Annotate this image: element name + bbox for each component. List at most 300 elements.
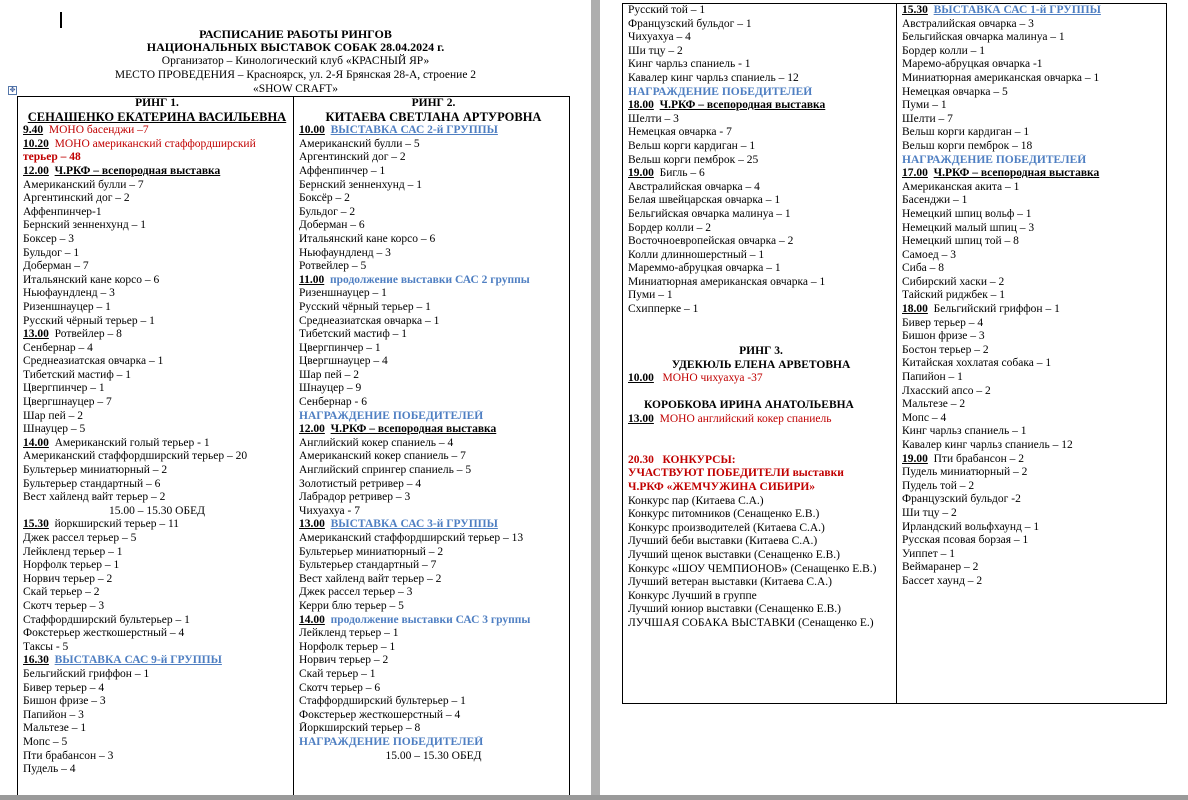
- schedule-line: [299, 464, 568, 478]
- schedule-line: [23, 614, 291, 628]
- table-move-handle-icon[interactable]: ✥: [9, 86, 16, 94]
- line-text: Чихуахуа - 7: [299, 504, 360, 517]
- schedule-line: [628, 303, 894, 317]
- schedule-line: [23, 179, 291, 193]
- line-text: Ч.РКФ – всепородная выставка: [330, 423, 497, 436]
- doc-subtitle: НАЦИОНАЛЬНЫХ ВЫСТАВОК СОБАК 28.04.2024 г.: [146, 40, 445, 54]
- time-label: 9.40: [23, 124, 44, 137]
- schedule-line: [23, 355, 291, 369]
- schedule-line: [628, 289, 894, 303]
- line-text: Мальтезе – 1: [23, 722, 87, 735]
- line-text: Бордер колли – 2: [628, 221, 712, 234]
- line-text: Сенбернар - 6: [299, 396, 367, 409]
- contests-title: КОНКУРСЫ:: [662, 453, 736, 466]
- schedule-line: [902, 453, 1165, 467]
- schedule-line: [23, 301, 291, 315]
- line-text: Шар пей – 2: [23, 409, 83, 422]
- schedule-line: [628, 167, 894, 181]
- time-label: 15.30: [23, 518, 49, 531]
- line-text: Стаффордширский бультерьер – 1: [23, 613, 190, 626]
- line-text: Сибирский хаски – 2: [902, 275, 1005, 288]
- schedule-line: [628, 262, 894, 276]
- line-text: Цвергшнауцер – 4: [299, 355, 388, 368]
- schedule-line: [902, 398, 1165, 412]
- line-text: Вельш корги кардиган – 1: [628, 139, 756, 152]
- schedule-line: [902, 249, 1165, 263]
- schedule-line: [628, 4, 894, 18]
- line-text: Скай терьер – 2: [23, 586, 100, 599]
- line-text: Аргентинский дог – 2: [299, 151, 406, 164]
- schedule-line: [902, 208, 1165, 222]
- line-text: Скотч терьер – 3: [23, 599, 105, 612]
- line-text: Бультерьер стандартный – 6: [23, 477, 161, 490]
- line-text: Бордер колли – 1: [902, 44, 986, 57]
- line-text: Аргентинский дог – 2: [23, 192, 130, 205]
- schedule-line: [902, 371, 1165, 385]
- ring1-cont-column: [896, 4, 1167, 703]
- time-label: 18.00: [628, 99, 654, 112]
- schedule-line: [628, 276, 894, 290]
- contest-item: Лучший ветеран выставки (Китаева С.А.): [628, 576, 832, 589]
- schedule-line: [628, 99, 894, 113]
- line-text: Миниатюрная американская овчарка – 1: [902, 71, 1100, 84]
- time-label: 13.00: [299, 518, 325, 531]
- line-text: терьер – 48: [23, 151, 81, 164]
- schedule-line: [23, 233, 291, 247]
- line-text: НАГРАЖДЕНИЕ ПОБЕДИТЕЛЕЙ: [628, 85, 813, 98]
- line-text: Джек рассел терьер – 5: [23, 532, 137, 544]
- contests-sub1: УЧАСТВУЮТ ПОБЕДИТЕЛИ выставки: [628, 467, 844, 480]
- schedule-line: [299, 287, 568, 301]
- line-text: ВЫСТАВКА САС 2-й ГРУППЫ: [330, 124, 498, 137]
- line-text: Бельгийская овчарка малинуа – 1: [902, 31, 1065, 44]
- schedule-line: [23, 247, 291, 261]
- schedule-line: [902, 493, 1165, 507]
- line-text: Схипперке – 1: [628, 303, 699, 316]
- line-text: Бассет хаунд – 2: [902, 574, 983, 587]
- line-text: Цвергпинчер – 1: [299, 341, 381, 354]
- time-label: 10.00: [299, 124, 325, 137]
- ring1-judge: СЕНАШЕНКО ЕКАТЕРИНА ВАСИЛЬЕВНА: [27, 110, 287, 124]
- line-text: Мальтезе – 2: [902, 398, 966, 411]
- schedule-line: [902, 72, 1165, 86]
- line-text: Чихуахуа – 4: [628, 31, 691, 44]
- schedule-line: [902, 466, 1165, 480]
- schedule-line: [902, 140, 1165, 154]
- line-text: Французский бульдог -2: [902, 493, 1021, 506]
- line-text: Доберман – 7: [23, 260, 89, 273]
- schedule-line: [299, 709, 568, 723]
- line-text: Пти брабансон – 2: [933, 452, 1025, 465]
- line-text: Пудель той – 2: [902, 479, 975, 492]
- schedule-line: [23, 478, 291, 492]
- ring1-title: РИНГ 1.: [135, 97, 179, 109]
- line-text: Русский чёрный терьер – 1: [299, 300, 431, 313]
- line-text: Кинг чарльз спаниель - 1: [628, 58, 751, 71]
- line-text: Бишон фризе – 3: [902, 330, 985, 343]
- line-text: Керри блю терьер – 5: [299, 599, 404, 612]
- contest-item: Конкурс пар (Китаева С.А.): [628, 494, 764, 507]
- line-text: Боксёр – 2: [299, 192, 350, 205]
- schedule-line: [23, 260, 291, 274]
- schedule-line: [902, 289, 1165, 303]
- line-text: НАГРАЖДЕНИЕ ПОБЕДИТЕЛЕЙ: [299, 735, 484, 748]
- schedule-line: [23, 668, 291, 682]
- schedule-line: [299, 722, 568, 736]
- schedule-line: [299, 450, 568, 464]
- time-label: 17.00: [902, 167, 928, 180]
- time-label: 11.00: [299, 273, 325, 286]
- schedule-line: [299, 682, 568, 696]
- schedule-line: [902, 262, 1165, 276]
- schedule-line: [299, 437, 568, 451]
- line-text: Ротвейлер – 5: [299, 260, 367, 273]
- judge2-name: КОРОБКОВА ИРИНА АНАТОЛЬЕВНА: [644, 399, 854, 412]
- schedule-line: [23, 654, 291, 668]
- contest-item: Конкурс питомников (Сенащенко Е.В.): [628, 508, 820, 521]
- line-text: МОНО американский стаффордширский: [54, 137, 256, 150]
- schedule-line: [23, 532, 291, 546]
- schedule-line: [628, 126, 894, 140]
- schedule-line: [23, 192, 291, 206]
- line-text: Фокстерьер жесткошерстный – 4: [299, 708, 461, 721]
- contests-time: 20.30: [628, 453, 654, 466]
- line-text: Мопс – 4: [902, 411, 947, 424]
- schedule-line: [299, 750, 568, 764]
- schedule-line: [902, 4, 1165, 18]
- schedule-line: [23, 695, 291, 709]
- schedule-line: [902, 126, 1165, 140]
- schedule-line: [23, 559, 291, 573]
- line-text: продолжение выставки САС 2 группы: [330, 273, 530, 286]
- schedule-line: [902, 58, 1165, 72]
- ring2-title: РИНГ 2.: [411, 97, 456, 109]
- line-text: Бульдог – 2: [299, 205, 356, 218]
- schedule-line: [299, 233, 568, 247]
- line-text: Джек рассел терьер – 3: [299, 586, 413, 599]
- schedule-line: [23, 206, 291, 220]
- schedule-line: [299, 627, 568, 641]
- schedule-line: [23, 342, 291, 356]
- schedule-line: [23, 464, 291, 478]
- schedule-table-left: [17, 96, 570, 800]
- schedule-line: [299, 695, 568, 709]
- line-text: Американский стаффордширский терьер – 20: [23, 450, 248, 463]
- schedule-line: [299, 423, 568, 437]
- line-text: Ризеншнауцер – 1: [23, 300, 111, 313]
- schedule-line: [299, 151, 568, 165]
- line-text: Сенбернар – 4: [23, 341, 93, 354]
- schedule-line: [23, 491, 291, 505]
- line-text: Бельгийский гриффон – 1: [23, 667, 150, 680]
- schedule-line: [23, 369, 291, 383]
- line-text: Тайский риджбек – 1: [902, 289, 1006, 302]
- line-text: Немецкая овчарка – 5: [902, 85, 1008, 98]
- schedule-line: [23, 396, 291, 410]
- organizer-line: Организатор – Кинологический клуб «КРАСНЫЙ ЯР»: [161, 55, 430, 67]
- ring1-cont-lines: [902, 4, 1165, 589]
- ring3-lines: [628, 4, 894, 317]
- ring3-judge: УДЕКЮЛЬ ЕЛЕНА АРВЕТОВНА: [671, 358, 851, 371]
- schedule-line: [299, 641, 568, 655]
- window-bottom-bar: [0, 795, 1188, 800]
- line-text: Немецкий шпиц той – 8: [902, 235, 1019, 248]
- schedule-table-right: [622, 3, 1167, 704]
- line-text: Бультерьер миниатюрный – 2: [23, 464, 168, 477]
- line-text: Американский голый терьер - 1: [54, 436, 210, 449]
- schedule-line: [23, 736, 291, 750]
- line-text: Французский бульдог – 1: [628, 17, 752, 30]
- venue-name: «SHOW CRAFT»: [252, 83, 339, 95]
- line-text: Ч.РКФ – всепородная выставка: [933, 167, 1100, 180]
- line-text: Вельш корги пемброк – 18: [902, 139, 1033, 152]
- contests-list: [628, 495, 894, 631]
- schedule-line: [299, 192, 568, 206]
- line-text: Американский булли – 5: [299, 137, 420, 150]
- line-text: Маремо-абруцкая овчарка -1: [902, 58, 1043, 71]
- line-text: НАГРАЖДЕНИЕ ПОБЕДИТЕЛЕЙ: [299, 409, 484, 422]
- line-text: Ч.РКФ – всепородная выставка: [659, 99, 826, 112]
- line-text: Бишон фризе – 3: [23, 695, 106, 708]
- line-text: Шнауцер – 9: [299, 382, 362, 395]
- schedule-line: [902, 222, 1165, 236]
- judge2-mono-line: [628, 413, 894, 427]
- ring2-judge: КИТАЕВА СВЕТЛАНА АРТУРОВНА: [325, 110, 542, 124]
- line-text: Басенджи – 1: [902, 194, 968, 207]
- line-text: Сиба – 8: [902, 262, 945, 275]
- document-page-right: [600, 0, 1188, 795]
- line-text: Бивер терьер – 4: [23, 681, 105, 694]
- line-text: Тибетский мастиф – 1: [299, 328, 408, 341]
- schedule-line: [902, 317, 1165, 331]
- contest-item: Конкурс Лучший в группе: [628, 589, 757, 602]
- schedule-line: [23, 573, 291, 587]
- line-text: Ротвейлер – 8: [54, 328, 122, 341]
- schedule-line: [299, 491, 568, 505]
- line-text: Бивер терьер – 4: [902, 316, 984, 329]
- schedule-line: [23, 151, 291, 165]
- line-text: Папийон – 1: [902, 371, 963, 384]
- time-label: 12.00: [299, 423, 325, 436]
- schedule-line: [902, 357, 1165, 371]
- ring3-column: [623, 4, 896, 703]
- line-text: Ньюфаундленд – 3: [299, 246, 391, 259]
- schedule-line: [902, 575, 1165, 589]
- schedule-line: [299, 586, 568, 600]
- schedule-line: [902, 86, 1165, 100]
- schedule-line: [299, 124, 568, 138]
- schedule-line: [299, 654, 568, 668]
- contests-sub2: Ч.РКФ «ЖЕМЧУЖИНА СИБИРИ»: [628, 480, 816, 493]
- judge2-text: МОНО английский кокер спаниель: [659, 412, 832, 425]
- line-text: Немецкая овчарка - 7: [628, 126, 732, 139]
- schedule-line: [23, 124, 291, 138]
- schedule-line: [299, 301, 568, 315]
- schedule-line: [628, 86, 894, 100]
- line-text: Ши тцу – 2: [628, 44, 683, 57]
- line-text: Бульдог – 1: [23, 246, 80, 259]
- line-text: Боксер – 3: [23, 232, 75, 245]
- schedule-line: [299, 138, 568, 152]
- contest-item: Конкурс производителей (Китаева С.А.): [628, 521, 825, 534]
- time-label: 19.00: [628, 167, 654, 180]
- schedule-line: [902, 45, 1165, 59]
- line-text: Кинг чарльз спаниель – 1: [902, 425, 1027, 438]
- schedule-line: [299, 274, 568, 288]
- line-text: Таксы - 5: [23, 640, 69, 653]
- schedule-line: [23, 274, 291, 288]
- schedule-line: [299, 736, 568, 750]
- line-text: Австралийская овчарка – 4: [628, 180, 760, 193]
- line-text: Американский кокер спаниель – 7: [299, 450, 466, 463]
- line-text: Ч.РКФ – всепородная выставка: [54, 164, 221, 177]
- line-text: Лабрадор ретривер – 3: [299, 491, 411, 504]
- schedule-line: [23, 328, 291, 342]
- schedule-line: [299, 260, 568, 274]
- line-text: Бернский зенненхунд – 1: [299, 178, 423, 191]
- judge2-time: 13.00: [628, 412, 654, 425]
- line-text: НАГРАЖДЕНИЕ ПОБЕДИТЕЛЕЙ: [902, 153, 1087, 166]
- schedule-line: [628, 208, 894, 222]
- schedule-line: [23, 315, 291, 329]
- line-text: Уиппет – 1: [902, 547, 955, 560]
- line-text: Лейкленд терьер – 1: [23, 545, 123, 558]
- schedule-line: [299, 478, 568, 492]
- schedule-line: [23, 518, 291, 532]
- schedule-line: [299, 505, 568, 519]
- schedule-line: [628, 58, 894, 72]
- schedule-line: [23, 165, 291, 179]
- schedule-line: [23, 682, 291, 696]
- schedule-line: [23, 600, 291, 614]
- line-text: Миниатюрная американская овчарка – 1: [628, 275, 826, 288]
- time-label: 16.30: [23, 654, 49, 667]
- schedule-line: [299, 179, 568, 193]
- line-text: Шнауцер – 5: [23, 423, 86, 436]
- line-text: Немецкий шпиц вольф – 1: [902, 207, 1032, 220]
- line-text: Мареммо-абруцкая овчарка – 1: [628, 262, 781, 275]
- schedule-line: [299, 382, 568, 396]
- contest-item: Конкурс «ШОУ ЧЕМПИОНОВ» (Сенащенко Е.В.): [628, 562, 877, 575]
- line-text: Бостон терьер – 2: [902, 343, 989, 356]
- line-text: МОНО басенджи –7: [48, 124, 149, 137]
- line-text: Аффенпинчер – 1: [299, 164, 386, 177]
- line-text: Американская акита – 1: [902, 180, 1020, 193]
- schedule-line: [23, 709, 291, 723]
- schedule-line: [23, 437, 291, 451]
- line-text: ВЫСТАВКА САС 3-й ГРУППЫ: [330, 518, 498, 531]
- line-text: Ирландский вольфхаунд – 1: [902, 520, 1040, 533]
- line-text: Йоркширский терьер – 8: [299, 722, 421, 735]
- schedule-line: [902, 303, 1165, 317]
- line-text: Шар пей – 2: [299, 368, 359, 381]
- line-text: Ньюфаундленд – 3: [23, 287, 115, 300]
- schedule-line: [23, 423, 291, 437]
- contest-item: Лучший щенок выставки (Сенащенко Е.В.): [628, 548, 841, 561]
- contest-item: Лучший юниор выставки (Сенащенко Е.В.): [628, 603, 841, 616]
- schedule-line: [299, 165, 568, 179]
- schedule-line: [628, 113, 894, 127]
- schedule-line: [299, 518, 568, 532]
- line-text: Китайская хохлатая собака – 1: [902, 357, 1052, 370]
- schedule-line: [23, 505, 291, 519]
- line-text: Тибетский мастиф – 1: [23, 368, 132, 381]
- schedule-line: [23, 219, 291, 233]
- line-text: продолжение выставки САС 3 группы: [330, 613, 531, 626]
- schedule-line: [299, 342, 568, 356]
- line-text: Английский кокер спаниель – 4: [299, 436, 454, 449]
- schedule-line: [628, 222, 894, 236]
- schedule-line: [299, 600, 568, 614]
- schedule-line: [23, 722, 291, 736]
- ring3-mono-line: [628, 372, 894, 386]
- schedule-line: [628, 18, 894, 32]
- doc-title: РАСПИСАНИЕ РАБОТЫ РИНГОВ: [199, 27, 392, 41]
- schedule-line: [902, 412, 1165, 426]
- time-label: 14.00: [23, 436, 49, 449]
- line-text: Скотч терьер – 6: [299, 681, 381, 694]
- time-label: 15.30: [902, 4, 928, 16]
- schedule-line: [628, 140, 894, 154]
- line-text: Золотистый ретривер – 4: [299, 477, 422, 490]
- line-text: Английский спрингер спаниель – 5: [299, 464, 472, 477]
- schedule-line: [23, 750, 291, 764]
- ring2-column: [293, 97, 570, 799]
- schedule-line: [902, 480, 1165, 494]
- line-text: 15.00 – 15.30 ОБЕД: [385, 749, 482, 762]
- schedule-line: [299, 328, 568, 342]
- schedule-line: [628, 154, 894, 168]
- schedule-line: [902, 235, 1165, 249]
- line-text: Среднеазиатская овчарка – 1: [23, 355, 164, 368]
- schedule-line: [299, 369, 568, 383]
- time-label: 18.00: [902, 303, 928, 316]
- ring3-title: РИНГ 3.: [739, 345, 783, 357]
- schedule-line: [902, 18, 1165, 32]
- line-text: Русский чёрный терьер – 1: [23, 314, 155, 327]
- line-text: Веймаранер – 2: [902, 561, 979, 574]
- line-text: Американский стаффордширский терьер – 13: [299, 532, 524, 544]
- schedule-line: [902, 167, 1165, 181]
- line-text: Мопс – 5: [23, 735, 68, 748]
- ring1-column: [18, 97, 293, 799]
- line-text: Пудель миниатюрный – 2: [902, 466, 1028, 479]
- schedule-line: [299, 206, 568, 220]
- schedule-line: [23, 546, 291, 560]
- line-text: Ши тцу – 2: [902, 506, 957, 519]
- schedule-line: [902, 425, 1165, 439]
- schedule-line: [902, 344, 1165, 358]
- line-text: Лхасский апсо – 2: [902, 384, 991, 397]
- schedule-line: [23, 450, 291, 464]
- schedule-line: [902, 507, 1165, 521]
- line-text: Норвич терьер – 2: [23, 572, 113, 585]
- line-text: ВЫСТАВКА САС 9-й ГРУППЫ: [54, 654, 222, 667]
- line-text: Лейкленд терьер – 1: [299, 627, 399, 640]
- schedule-line: [902, 194, 1165, 208]
- line-text: Русский той – 1: [628, 4, 706, 16]
- line-text: Итальянский кане корсо – 6: [299, 232, 436, 245]
- line-text: Пудель – 4: [23, 763, 76, 776]
- schedule-line: [628, 31, 894, 45]
- line-text: Цвергшнауцер – 7: [23, 396, 112, 409]
- time-label: 12.00: [23, 164, 49, 177]
- venue-line: МЕСТО ПРОВЕДЕНИЯ – Красноярск, ул. 2-Я Брянская 28-А, строение 2: [114, 69, 477, 81]
- line-text: Шелти – 3: [628, 112, 679, 125]
- line-text: Папийон – 3: [23, 708, 84, 721]
- line-text: 15.00 – 15.30 ОБЕД: [109, 504, 205, 517]
- schedule-line: [299, 573, 568, 587]
